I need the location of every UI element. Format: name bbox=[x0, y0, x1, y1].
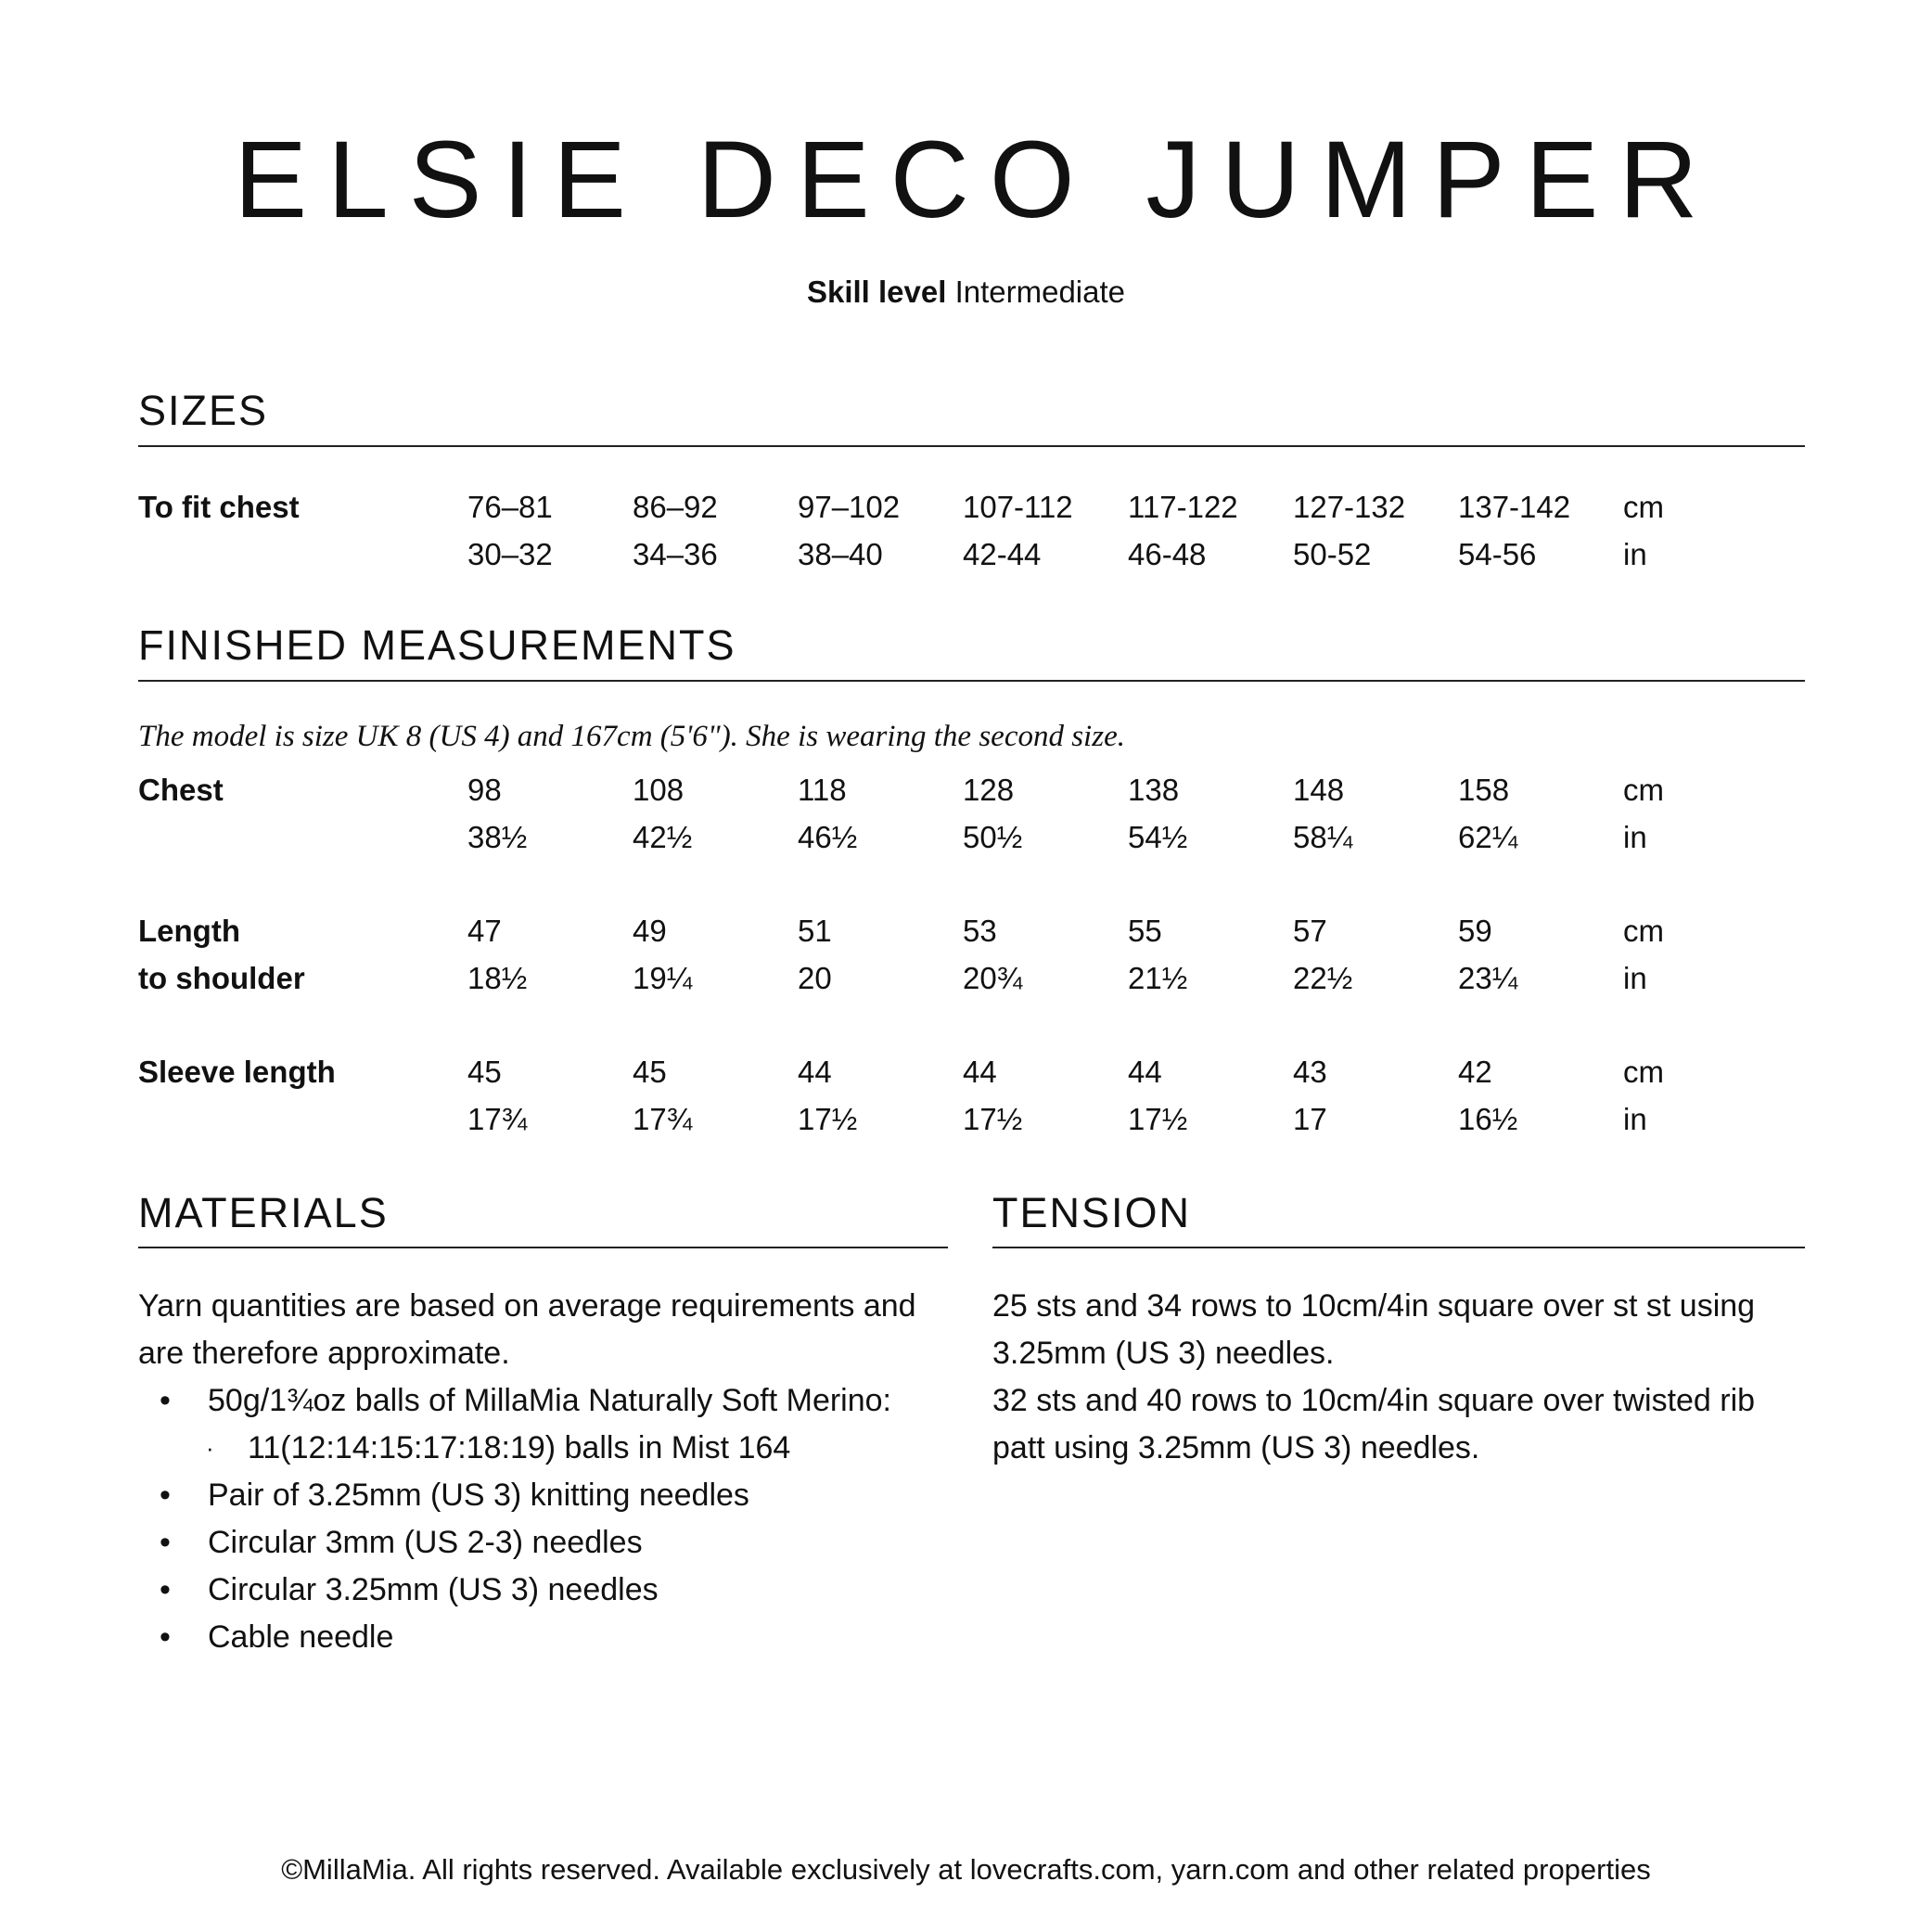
table-cell: 42-44 bbox=[963, 536, 1042, 571]
table-row bbox=[138, 483, 1716, 531]
table-cell: 43 bbox=[1293, 1054, 1327, 1089]
table-row bbox=[138, 907, 1716, 954]
tension-divider bbox=[992, 1247, 1805, 1248]
table-cell: 148 bbox=[1293, 772, 1345, 807]
unit-label: cm bbox=[1623, 913, 1664, 948]
table-cell: 46½ bbox=[798, 819, 858, 854]
table-cell: 158 bbox=[1458, 772, 1510, 807]
table-spacer bbox=[138, 1002, 1716, 1048]
unit-label: cm bbox=[1623, 1054, 1664, 1089]
bullet-icon: • bbox=[160, 1619, 171, 1655]
table-cell: 118 bbox=[798, 772, 847, 807]
list-item-text: Pair of 3.25mm (US 3) knitting needles bbox=[208, 1478, 749, 1513]
table-cell: 30–32 bbox=[467, 536, 553, 571]
table-cell: 34–36 bbox=[633, 536, 718, 571]
table-cell: 58¼ bbox=[1293, 819, 1353, 854]
table-cell: 51 bbox=[798, 913, 832, 948]
table-cell: 54-56 bbox=[1458, 536, 1537, 571]
row-label: Sleeve length bbox=[138, 1054, 336, 1089]
unit-label: in bbox=[1623, 1101, 1647, 1136]
bullet-icon: • bbox=[160, 1572, 171, 1607]
materials-list bbox=[138, 1377, 954, 1661]
table-cell: 38½ bbox=[467, 819, 528, 854]
pattern-title: ELSIE DECO JUMPER bbox=[234, 119, 1719, 241]
table-row bbox=[138, 954, 1716, 1002]
table-row bbox=[138, 1048, 1716, 1095]
list-item bbox=[138, 1472, 954, 1519]
tension-text-twisted-rib: 32 sts and 40 rows to 10cm/4in square over twisted rib patt using 3.25mm (US 3) needles. bbox=[992, 1383, 1756, 1465]
table-cell: 44 bbox=[798, 1054, 832, 1089]
table-cell: 50½ bbox=[963, 819, 1023, 854]
table-cell: 137-142 bbox=[1458, 489, 1571, 524]
table-cell: 19¼ bbox=[633, 960, 693, 995]
tension-heading: TENSION bbox=[992, 1189, 1192, 1236]
table-cell: 138 bbox=[1128, 772, 1180, 807]
table-cell: 17½ bbox=[798, 1101, 858, 1136]
unit-label: cm bbox=[1623, 489, 1664, 524]
list-item-text: Cable needle bbox=[208, 1619, 394, 1655]
list-item bbox=[138, 1377, 954, 1425]
list-item-text: 11(12:14:15:17:18:19) balls in Mist 164 bbox=[248, 1430, 791, 1465]
bullet-icon: · bbox=[206, 1434, 214, 1462]
table-cell: 21½ bbox=[1128, 960, 1188, 995]
list-item bbox=[138, 1425, 954, 1472]
unit-label: in bbox=[1623, 536, 1647, 571]
table-cell: 108 bbox=[633, 772, 685, 807]
bullet-icon: • bbox=[160, 1478, 171, 1513]
table-row bbox=[138, 766, 1716, 813]
tension-section bbox=[992, 1283, 1809, 1472]
list-item-text: Circular 3.25mm (US 3) needles bbox=[208, 1572, 659, 1607]
list-item-text: Circular 3mm (US 2-3) needles bbox=[208, 1525, 643, 1560]
row-label: to shoulder bbox=[138, 960, 305, 995]
table-spacer bbox=[138, 861, 1716, 907]
table-row bbox=[138, 1095, 1716, 1143]
table-cell: 20 bbox=[798, 960, 832, 995]
row-label bbox=[138, 531, 467, 578]
finished-measurements-divider bbox=[138, 680, 1805, 682]
table-row bbox=[138, 531, 1716, 578]
materials-divider bbox=[138, 1247, 948, 1248]
table-cell: 55 bbox=[1128, 913, 1162, 948]
row-label bbox=[138, 1095, 467, 1143]
model-size-note: The model is size UK 8 (US 4) and 167cm (5'6"). She is wearing the second size. bbox=[138, 720, 1125, 753]
list-item bbox=[138, 1519, 954, 1567]
row-label: Length bbox=[138, 913, 240, 948]
row-label: Chest bbox=[138, 772, 224, 807]
table-cell: 23¼ bbox=[1458, 960, 1518, 995]
row-label: To fit chest bbox=[138, 489, 300, 524]
materials-heading: MATERIALS bbox=[138, 1189, 389, 1236]
table-cell: 107-112 bbox=[963, 489, 1073, 524]
bullet-icon: • bbox=[160, 1525, 171, 1560]
table-cell: 128 bbox=[963, 772, 1015, 807]
table-cell: 97–102 bbox=[798, 489, 901, 524]
table-cell: 127-132 bbox=[1293, 489, 1406, 524]
table-cell: 46-48 bbox=[1128, 536, 1207, 571]
skill-level bbox=[0, 276, 1932, 307]
list-item-text: 50g/1¾oz balls of MillaMia Naturally Soft Merino: bbox=[208, 1383, 891, 1418]
table-cell: 17½ bbox=[963, 1101, 1023, 1136]
unit-label: in bbox=[1623, 819, 1647, 854]
unit-label: in bbox=[1623, 960, 1647, 995]
table-cell: 17¾ bbox=[467, 1101, 528, 1136]
table-cell: 16½ bbox=[1458, 1101, 1518, 1136]
copyright-footer: ©MillaMia. All rights reserved. Available exclusively at lovecrafts.com, yarn.com and other related properties bbox=[281, 1853, 1651, 1886]
table-cell: 86–92 bbox=[633, 489, 718, 524]
table-cell: 62¼ bbox=[1458, 819, 1518, 854]
bullet-icon: • bbox=[160, 1383, 171, 1418]
table-row bbox=[138, 813, 1716, 861]
materials-section bbox=[138, 1283, 954, 1661]
table-cell: 117-122 bbox=[1128, 489, 1238, 524]
table-cell: 50-52 bbox=[1293, 536, 1372, 571]
sizes-table bbox=[138, 483, 1716, 578]
table-cell: 53 bbox=[963, 913, 997, 948]
table-cell: 22½ bbox=[1293, 960, 1353, 995]
table-cell: 47 bbox=[467, 913, 502, 948]
table-cell: 17 bbox=[1293, 1101, 1327, 1136]
table-cell: 98 bbox=[467, 772, 502, 807]
table-cell: 18½ bbox=[467, 960, 528, 995]
table-cell: 59 bbox=[1458, 913, 1492, 948]
sizes-heading: SIZES bbox=[138, 387, 269, 434]
table-cell: 45 bbox=[633, 1054, 667, 1089]
skill-level-value: Intermediate bbox=[954, 275, 1126, 309]
table-cell: 44 bbox=[1128, 1054, 1162, 1089]
table-cell: 17½ bbox=[1128, 1101, 1188, 1136]
table-cell: 45 bbox=[467, 1054, 502, 1089]
tension-text-stockinette: 25 sts and 34 rows to 10cm/4in square over st st using 3.25mm (US 3) needles. bbox=[992, 1288, 1756, 1371]
table-cell: 57 bbox=[1293, 913, 1327, 948]
table-cell: 42½ bbox=[633, 819, 693, 854]
table-cell: 49 bbox=[633, 913, 667, 948]
table-cell: 20¾ bbox=[963, 960, 1023, 995]
table-cell: 17¾ bbox=[633, 1101, 693, 1136]
finished-measurements-heading: FINISHED MEASUREMENTS bbox=[138, 621, 736, 669]
skill-level-label: Skill level bbox=[806, 275, 947, 309]
unit-label: cm bbox=[1623, 772, 1664, 807]
table-cell: 54½ bbox=[1128, 819, 1188, 854]
list-item bbox=[138, 1614, 954, 1661]
finished-measurements-table bbox=[138, 766, 1716, 1143]
table-cell: 76–81 bbox=[467, 489, 553, 524]
list-item bbox=[138, 1567, 954, 1614]
row-label bbox=[138, 813, 467, 861]
materials-intro: Yarn quantities are based on average requirements and are therefore approximate. bbox=[138, 1288, 916, 1371]
table-cell: 38–40 bbox=[798, 536, 883, 571]
table-cell: 42 bbox=[1458, 1054, 1492, 1089]
table-cell: 44 bbox=[963, 1054, 997, 1089]
sizes-divider bbox=[138, 445, 1805, 447]
